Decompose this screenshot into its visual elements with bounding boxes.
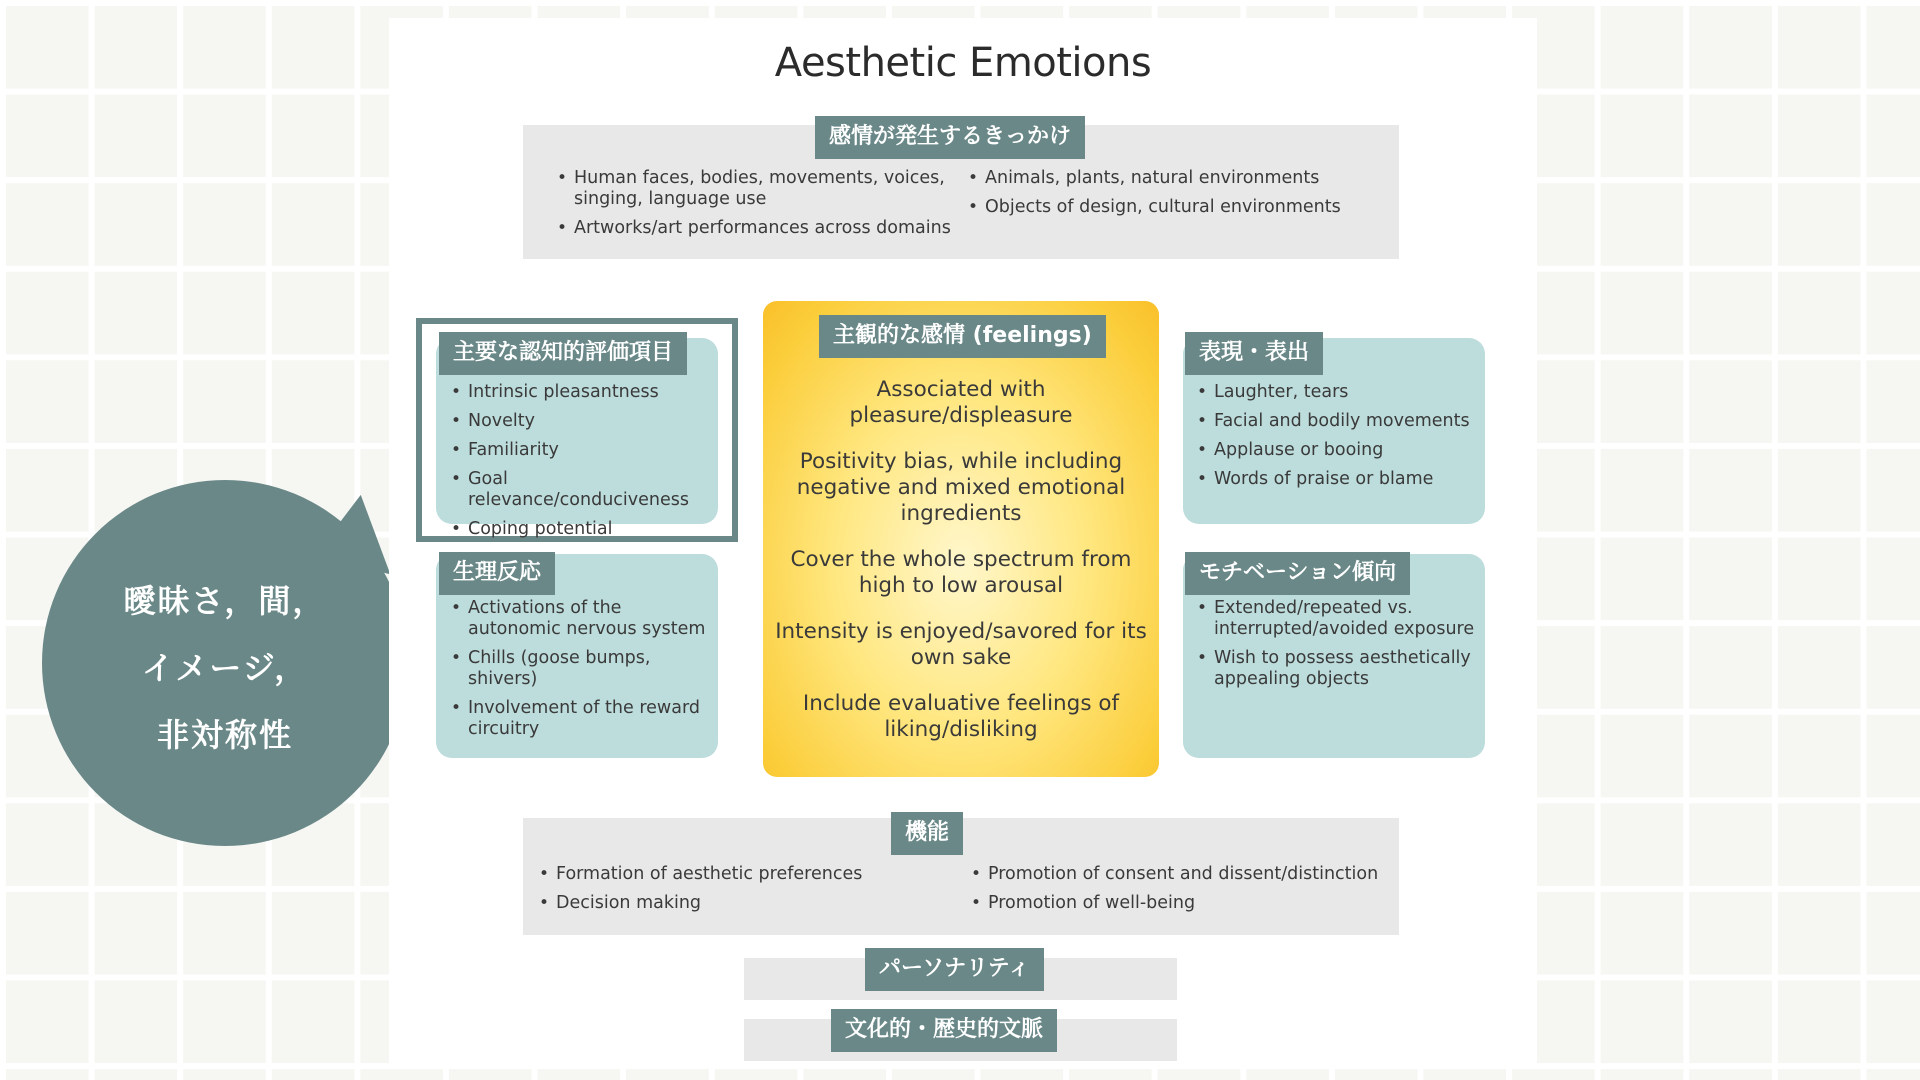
feelings-statement: Cover the whole spectrum from high to low arousal	[790, 547, 1132, 598]
list-item: • Promotion of well-being	[971, 893, 1391, 914]
list-item: • Familiarity	[451, 440, 721, 461]
bubble-line-1: 曖昧さ，間，	[123, 582, 327, 620]
bubble-line-2: イメージ，	[141, 649, 309, 687]
feelings-statement: Include evaluative feelings of liking/disliking	[802, 691, 1120, 742]
list-item: • Involvement of the reward circuitry	[451, 698, 716, 740]
speech-bubble-text	[42, 568, 408, 769]
list-item: • Wish to possess aesthetically appealing objects	[1197, 648, 1482, 690]
list-item: • Words of praise or blame	[1197, 469, 1487, 490]
list-item: • Laughter, tears	[1197, 382, 1487, 403]
appraisal-list	[451, 382, 721, 548]
functions-label: 機能	[891, 812, 963, 855]
list-item: • Promotion of consent and dissent/distinction	[971, 864, 1391, 885]
list-item: • Intrinsic pleasantness	[451, 382, 721, 403]
diagram-title: Aesthetic Emotions	[774, 40, 1152, 86]
list-item: • Chills (goose bumps, shivers)	[451, 648, 716, 690]
physiology-label: 生理反応	[439, 552, 555, 595]
list-item: • Activations of the autonomic nervous system	[451, 598, 716, 640]
list-item: • Objects of design, cultural environments	[968, 197, 1388, 218]
list-item: • Goal relevance/conduciveness	[451, 469, 721, 511]
feelings-statement: Positivity bias, while including negative and mixed emotional ingredients	[796, 449, 1126, 526]
list-item: • Applause or booing	[1197, 440, 1487, 461]
list-item: • Human faces, bodies, movements, voices, singing, language use	[557, 168, 957, 210]
context-label: 文化的・歴史的文脈	[831, 1009, 1057, 1052]
list-item: • Coping potential	[451, 519, 721, 540]
diagram-canvas	[389, 18, 1537, 1063]
triggers-list-left	[557, 168, 957, 247]
functions-list-left	[539, 864, 929, 922]
appraisal-label: 主要な認知的評価項目	[439, 332, 687, 375]
list-item: • Animals, plants, natural environments	[968, 168, 1388, 189]
expression-label: 表現・表出	[1185, 332, 1323, 375]
expression-list	[1197, 382, 1487, 498]
feelings-statement: Intensity is enjoyed/savored for its own sake	[775, 619, 1147, 670]
feelings-box	[763, 301, 1159, 777]
personality-label: パーソナリティ	[865, 948, 1044, 991]
triggers-label: 感情が発生するきっかけ	[815, 116, 1085, 159]
triggers-list-right	[968, 168, 1388, 226]
physiology-list	[451, 598, 716, 748]
list-item: • Decision making	[539, 893, 929, 914]
feelings-statement: Associated with pleasure/displeasure	[849, 377, 1073, 428]
list-item: • Formation of aesthetic preferences	[539, 864, 929, 885]
motivation-list	[1197, 598, 1482, 698]
list-item: • Extended/repeated vs. interrupted/avoided exposure	[1197, 598, 1482, 640]
feelings-label: 主観的な感情 (feelings)	[819, 315, 1106, 358]
list-item: • Facial and bodily movements	[1197, 411, 1487, 432]
functions-list-right	[971, 864, 1391, 922]
motivation-label: モチベーション傾向	[1185, 552, 1410, 595]
list-item: • Novelty	[451, 411, 721, 432]
bubble-line-3: 非対称性	[156, 716, 293, 754]
list-item: • Artworks/art performances across domains	[557, 218, 957, 239]
